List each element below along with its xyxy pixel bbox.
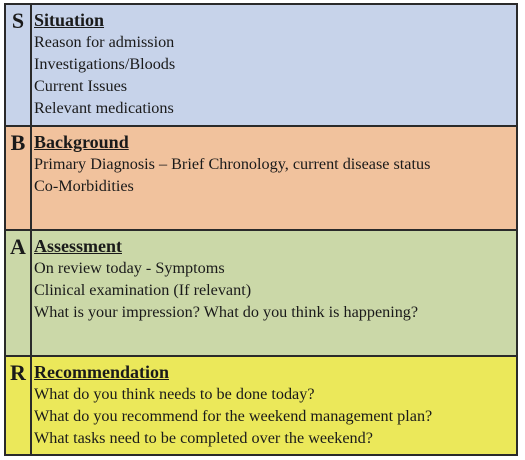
background-content [32,127,516,229]
situation-line: Investigations/Bloods [34,55,176,73]
background-line: Primary Diagnosis – Brief Chronology, current disease status [34,155,431,173]
section-letter-b: B [6,127,32,229]
recommendation-heading: Recommendation [34,362,169,382]
background-section [6,125,516,229]
situation-line: Reason for admission [34,33,175,51]
assessment-line: What is your impression? What do you think is happening? [34,303,419,321]
assessment-heading: Assessment [34,236,122,256]
recommendation-line: What tasks need to be completed over the weekend? [34,429,373,447]
situation-line: Current Issues [34,77,128,95]
situation-line: Relevant medications [34,99,174,117]
assessment-line: Clinical examination (If relevant) [34,281,252,299]
recommendation-line: What do you recommend for the weekend management plan? [34,407,433,425]
background-heading: Background [34,132,129,152]
recommendation-line: What do you think needs to be done today? [34,385,315,403]
section-letter-a: A [6,231,32,355]
recommendation-section [6,355,516,454]
section-letter-r: R [6,357,32,454]
situation-heading: Situation [34,10,105,30]
situation-content [32,5,516,125]
assessment-line: On review today - Symptoms [34,259,225,277]
assessment-section [6,229,516,355]
section-letter-s: S [6,5,32,125]
background-line: Co-Morbidities [34,177,134,195]
assessment-content [32,231,516,355]
situation-section [6,5,516,125]
recommendation-content [32,357,516,454]
sbar-table [4,3,518,456]
